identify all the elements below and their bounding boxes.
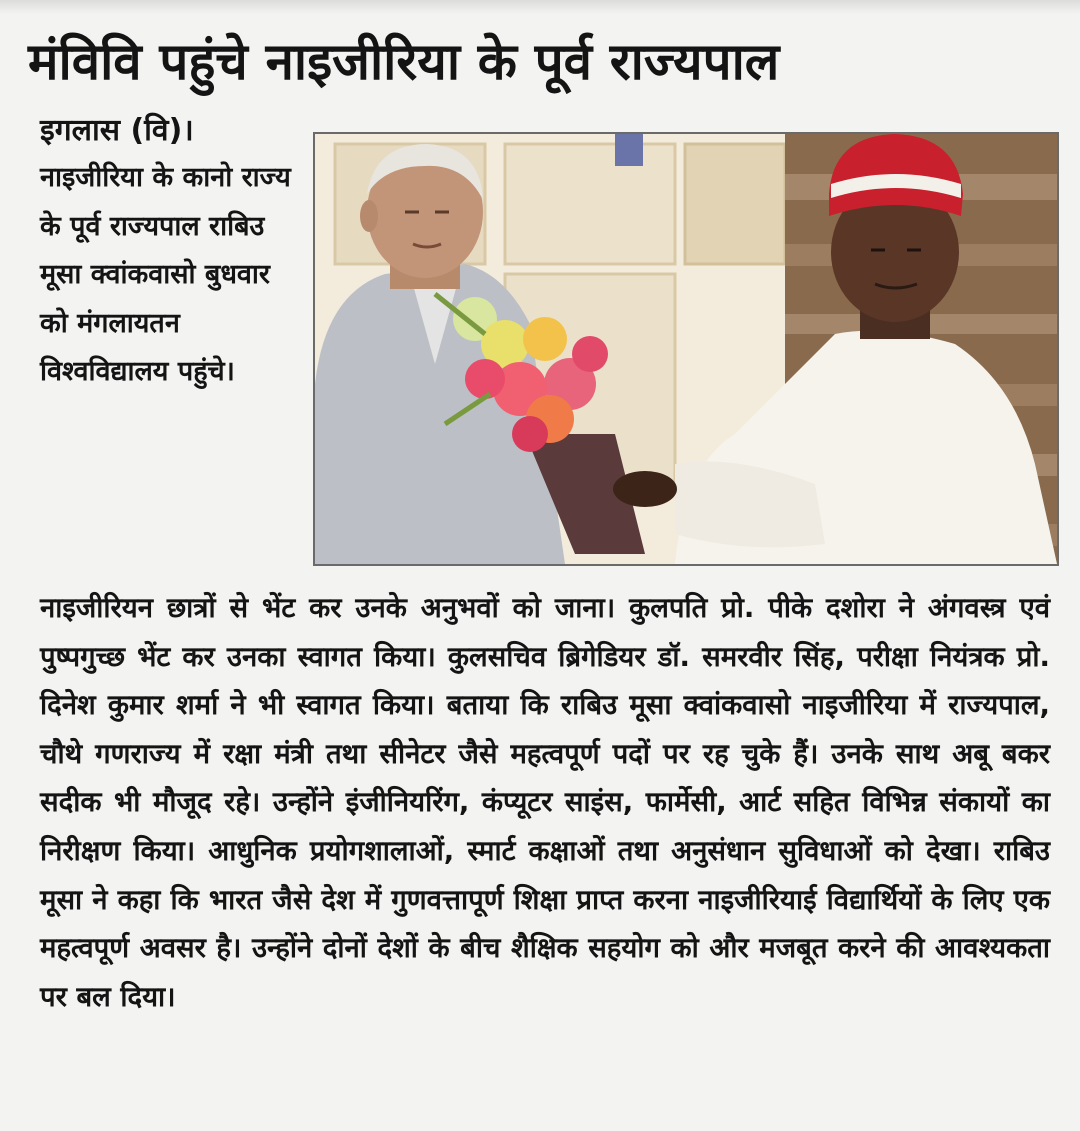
article-lead-paragraph: नाइजीरिया के कानो राज्य के पूर्व राज्यपाल राबिउ मूसा क्वांकवासो बुधवार को मंगलायतन विश्वविद्यालय पहुंचे। xyxy=(40,162,291,387)
page-top-edge xyxy=(0,0,1080,14)
article-dateline: इगलास (वि)। xyxy=(40,113,194,148)
news-photo xyxy=(313,132,1059,566)
article-headline: मंविवि पहुंचे नाइजीरिया के पूर्व राज्यपाल xyxy=(28,33,780,92)
article-body: नाइजीरियन छात्रों से भेंट कर उनके अनुभवों को जाना। कुलपति प्रो. पीके दशोरा ने अंगवस्त्र एवं पुष्पगुच्छ भेंट कर उनका स्वागत किया। कुलसचिव ब्रिगेडियर डॉ. समरवीर सिंह, परीक्षा नियंत्रक प्रो. दिनेश कुमार शर्मा ने भी स्वागत किया। बताया कि राबिउ मूसा क्वांकवासो नाइजीरिया में राज्यपाल, चौथे गणराज्य में रक्षा मंत्री तथा सीनेटर जैसे महत्वपूर्ण पदों पर रह चुके हैं। उनके साथ अबू बकर सदीक भी मौजूद रहे। उन्होंने इंजीनियरिंग, कंप्यूटर साइंस, फार्मेसी, आर्ट सहित विभिन्न संकायों का निरीक्षण किया। आधुनिक प्रयोगशालाओं, स्मार्ट कक्षाओं तथा अनुसंधान सुविधाओं को देखा। राबिउ मूसा ने कहा कि भारत जैसे देश में गुणवत्तापूर्ण शिक्षा प्राप्त करना नाइजीरियाई विद्यार्थियों के लिए एक महत्वपूर्ण अवसर है। उन्होंने दोनों देशों के बीच शैक्षिक सहयोग को और मजबूत करने की आवश्यकता पर बल दिया। xyxy=(40,592,1050,1013)
